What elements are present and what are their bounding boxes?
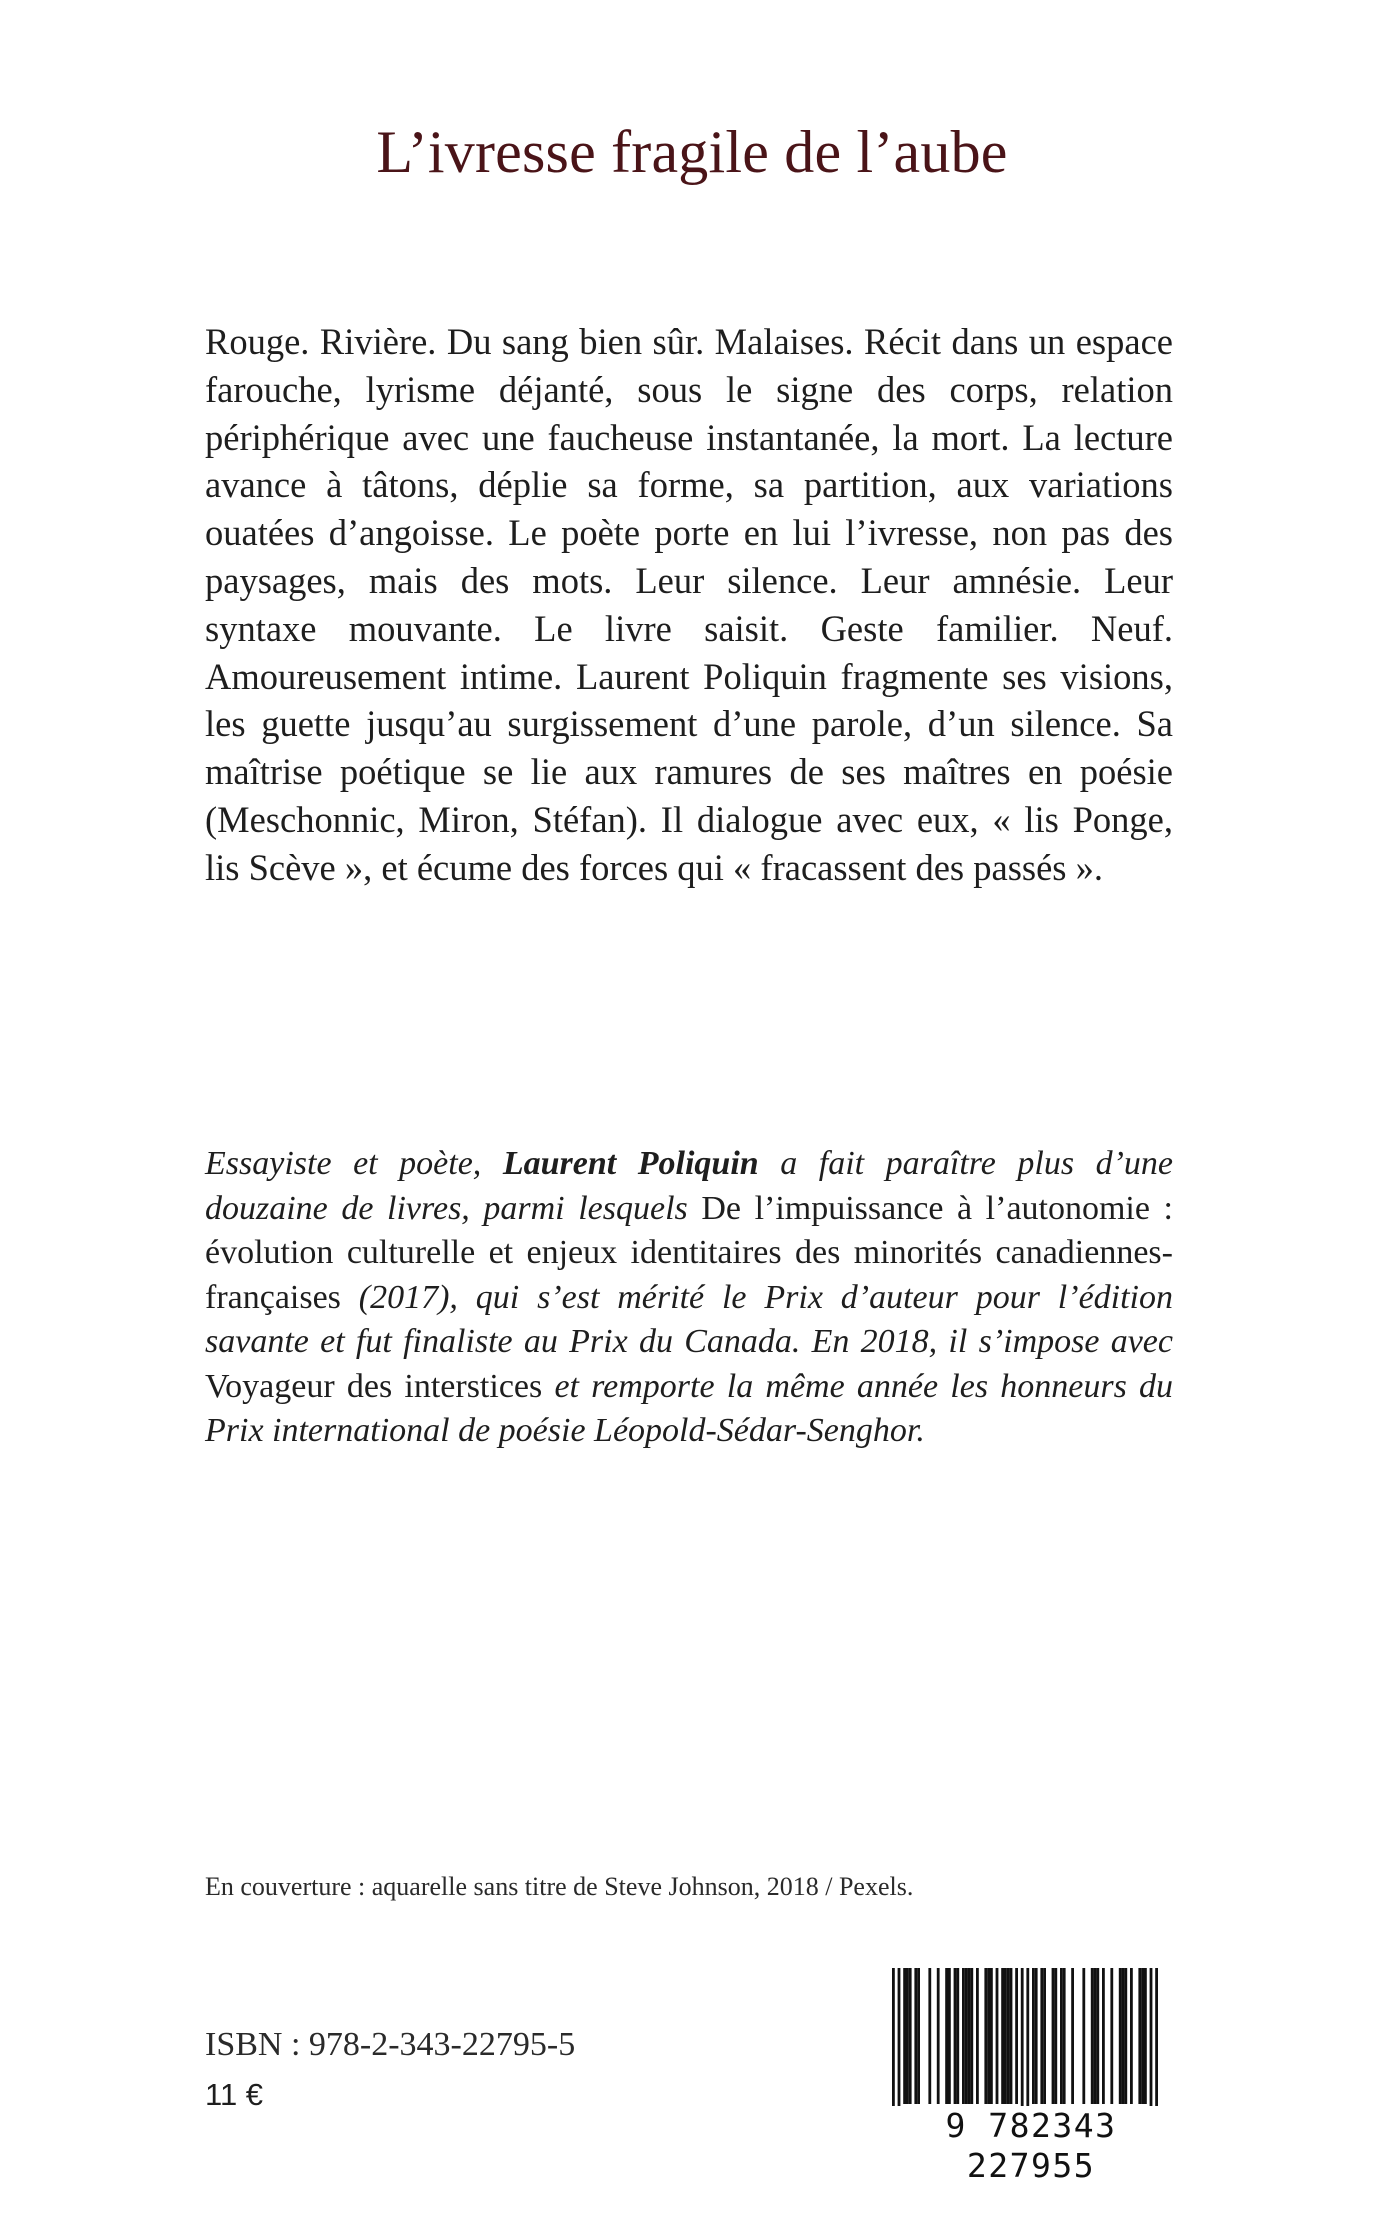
barcode-bar: [898, 1968, 901, 2114]
barcode-bar: [906, 1968, 909, 2104]
barcode-bar: [1010, 1968, 1013, 2104]
barcode: [882, 1966, 1180, 2185]
barcode-bar: [945, 1968, 948, 2104]
barcode-bar: [1082, 1968, 1085, 2104]
barcode-bar: [1007, 1968, 1010, 2104]
bio-text-1: Essayiste et poète,: [205, 1145, 503, 1182]
barcode-bar: [1021, 1968, 1024, 2114]
barcode-bar: [909, 1968, 912, 2104]
bio-text-2: a fait paraître plus d’une douzaine de livres, parmi lesquels: [205, 1145, 1174, 1227]
barcode-bar: [996, 1968, 999, 2104]
barcode-bar: [1110, 1968, 1113, 2104]
barcode-bar: [1071, 1968, 1074, 2104]
barcode-bar: [1063, 1968, 1066, 2104]
barcode-bar: [1141, 1968, 1144, 2104]
barcode-bar: [987, 1968, 990, 2104]
barcode-bar: [1060, 1968, 1063, 2104]
bio-author-name: Laurent Poliquin: [502, 1145, 759, 1182]
barcode-bar: [1052, 1968, 1055, 2104]
barcode-bar: [1150, 1968, 1153, 2114]
barcode-bar: [937, 1968, 940, 2104]
barcode-bar: [948, 1968, 951, 2104]
barcode-bar: [954, 1968, 957, 2104]
bio-text-3: (2017), qui s’est mérité le Prix d’auteur pour l’édition savante et fut finaliste au Prix du Canada. En 2018, il s’impose avec: [205, 1278, 1173, 1360]
cover-credit: En couverture : aquarelle sans titre de Steve Johnson, 2018 / Pexels.: [205, 1872, 914, 1901]
barcode-bar: [1102, 1968, 1105, 2104]
barcode-bar: [1122, 1968, 1125, 2104]
barcode-bar: [1138, 1968, 1141, 2104]
bio-text-4: et remporte la même année les honneurs du Prix international de poésie Léopold-Sédar-Senghor.: [205, 1367, 1173, 1449]
barcode-bar: [1155, 1968, 1158, 2114]
book-title: L’ivresse fragile de l’aube: [376, 119, 1008, 185]
barcode-bar: [962, 1968, 965, 2104]
barcode-bars: [882, 1966, 1180, 2116]
barcode-bar: [1001, 1968, 1004, 2104]
barcode-bar: [968, 1968, 971, 2104]
barcode-bar: [1035, 1968, 1038, 2104]
barcode-bar: [1043, 1968, 1046, 2104]
barcode-bar: [1144, 1968, 1147, 2104]
barcode-bar: [914, 1968, 917, 2104]
barcode-bar: [1130, 1968, 1133, 2104]
barcode-bar: [1032, 1968, 1035, 2104]
barcode-bar: [1015, 1968, 1018, 2104]
barcode-digits: 9 782343 227955: [882, 2106, 1180, 2186]
barcode-bar: [1040, 1968, 1043, 2104]
barcode-bar: [956, 1968, 959, 2104]
back-cover-blurb: Rouge. Rivière. Du sang bien sûr. Malaises. Récit dans un espace farouche, lyrisme déjanté, sous le signe des corps, relation périphérique avec une faucheuse instantanée, la mort. La lecture avance à tâtons, déplie sa forme, sa partition, aux variations ouatées d’angoisse. Le poète porte en lui l’ivresse, non pas des paysages, mais des mots. Leur silence. Leur amnésie. Leur syntaxe mouvante. Le livre saisit. Geste familier. Neuf. Amoureusement intime. Laurent Poliquin fragmente ses visions, les guette jusqu’au surgissement d’une parole, d’un silence. Sa maîtrise poétique se lie aux ramures de ses maîtres en poésie (Meschonnic, Miron, Stéfan). Il dialogue avec eux, « lis Ponge, lis Scève », et écume des forces qui « fracassent des passés ».: [205, 321, 1173, 888]
isbn: ISBN : 978-2-343-22795-5: [205, 2026, 576, 2063]
barcode-bar: [903, 1968, 906, 2104]
barcode-bar: [990, 1968, 993, 2104]
barcode-bar: [1119, 1968, 1122, 2104]
bio-book-title-2: Voyageur des interstices: [205, 1367, 543, 1405]
barcode-bar: [970, 1968, 973, 2104]
barcode-bar: [965, 1968, 968, 2104]
barcode-bar: [1091, 1968, 1094, 2104]
barcode-bar: [1094, 1968, 1097, 2104]
barcode-bar: [917, 1968, 920, 2104]
barcode-bar: [1096, 1968, 1099, 2104]
barcode-bar: [928, 1968, 931, 2104]
barcode-bar: [1124, 1968, 1127, 2104]
barcode-bar: [1004, 1968, 1007, 2104]
author-bio: [205, 1142, 1173, 1454]
barcode-bar: [984, 1968, 987, 2104]
price: 11 €: [205, 2077, 264, 2112]
barcode-bar: [892, 1968, 895, 2114]
bio-book-title-1: De l’impuissance à l’autonomie : évolution culturelle et enjeux identitaires des minorités canadiennes-françaises: [205, 1189, 1173, 1316]
barcode-bar: [1054, 1968, 1057, 2104]
barcode-bar: [976, 1968, 979, 2104]
barcode-bar: [1026, 1968, 1029, 2114]
